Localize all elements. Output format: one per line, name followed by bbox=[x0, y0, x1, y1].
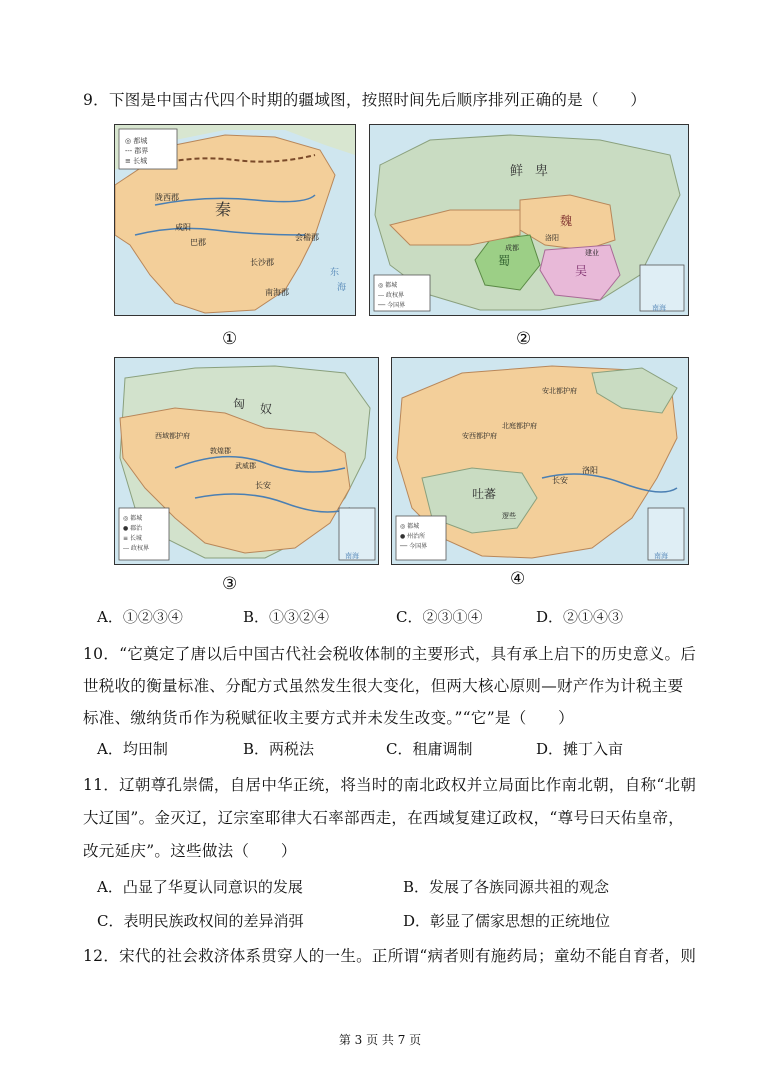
q9-option-b[interactable]: B．①③②④ bbox=[243, 608, 330, 626]
map-2-number: ② bbox=[516, 329, 532, 349]
svg-text:≡ 长城: ≡ 长城 bbox=[125, 157, 148, 165]
svg-text:巴郡: 巴郡 bbox=[190, 238, 206, 247]
q10-line-2: 世税收的衡量标准、分配方式虽然发生很大变化，但两大核心原则—财产作为计税主要 bbox=[83, 677, 684, 695]
q11-line-2: 大辽国”。金灭辽，辽宗室耶律大石率部西走，在西域复建辽政权，“尊号曰天佑皇帝， bbox=[83, 809, 685, 827]
q9-stem: 9．下图是中国古代四个时期的疆域图，按照时间先后顺序排列正确的是（ ） bbox=[83, 91, 647, 109]
svg-text:洛阳: 洛阳 bbox=[582, 466, 598, 475]
svg-text:◎ 都城: ◎ 都城 bbox=[125, 137, 148, 145]
svg-text:南海: 南海 bbox=[652, 304, 666, 312]
svg-text:南海: 南海 bbox=[345, 552, 359, 560]
q10-option-c[interactable]: C．租庸调制 bbox=[386, 740, 473, 758]
q11-option-a[interactable]: A．凸显了华夏认同意识的发展 bbox=[97, 878, 303, 896]
svg-text:长安: 长安 bbox=[255, 481, 271, 490]
svg-text:逻些: 逻些 bbox=[502, 512, 516, 520]
map-1-svg bbox=[115, 125, 355, 315]
map-1-number: ① bbox=[222, 329, 238, 349]
svg-text:匈: 匈 bbox=[233, 397, 246, 411]
q9-option-d[interactable]: D．②①④③ bbox=[536, 608, 624, 626]
map1-label-qin: 秦 bbox=[215, 200, 232, 219]
svg-text:鲜: 鲜 bbox=[510, 164, 524, 179]
map-2-three-kingdoms bbox=[369, 124, 689, 316]
svg-text:◎ 都城: ◎ 都城 bbox=[378, 282, 398, 289]
svg-text:◎ 都城: ◎ 都城 bbox=[400, 523, 420, 530]
svg-text:卑: 卑 bbox=[535, 164, 549, 179]
svg-text:● 郡治: ● 郡治 bbox=[123, 525, 143, 532]
svg-text:海: 海 bbox=[337, 283, 347, 293]
q10-option-d[interactable]: D．摊丁入亩 bbox=[536, 740, 624, 758]
q9-option-c[interactable]: C．②③①④ bbox=[396, 608, 483, 626]
q10-line-3: 标准、缴纳货币作为税赋征收主要方式并未发生改变。”“它”是（ ） bbox=[83, 709, 574, 727]
q11-option-c[interactable]: C．表明民族政权间的差异消弭 bbox=[97, 912, 304, 930]
svg-text:西域都护府: 西域都护府 bbox=[155, 432, 190, 440]
svg-text:魏: 魏 bbox=[560, 214, 573, 228]
svg-text:陇西郡: 陇西郡 bbox=[155, 193, 179, 202]
svg-text:≡ 长城: ≡ 长城 bbox=[123, 535, 142, 542]
svg-text:东: 东 bbox=[330, 268, 340, 278]
svg-text:吴: 吴 bbox=[575, 264, 588, 278]
svg-text:安北都护府: 安北都护府 bbox=[542, 387, 577, 395]
svg-text:北庭都护府: 北庭都护府 bbox=[502, 422, 537, 430]
map-3-han bbox=[114, 357, 379, 565]
svg-text:── 今国界: ── 今国界 bbox=[378, 302, 406, 309]
svg-text:奴: 奴 bbox=[260, 402, 273, 416]
svg-text:成都: 成都 bbox=[505, 244, 519, 252]
svg-text:蜀: 蜀 bbox=[498, 254, 511, 268]
q10-line-1: 10．“它奠定了唐以后中国古代社会税收体制的主要形式，具有承上启下的历史意义。后 bbox=[83, 645, 697, 663]
map-4-tang bbox=[391, 357, 689, 565]
svg-text:会稽郡: 会稽郡 bbox=[295, 233, 319, 242]
svg-text:--- 政权界: --- 政权界 bbox=[378, 292, 404, 299]
svg-text:武威郡: 武威郡 bbox=[235, 462, 256, 470]
map-3-svg bbox=[115, 358, 378, 564]
map-3-number: ③ bbox=[222, 574, 238, 594]
svg-text:洛阳: 洛阳 bbox=[545, 234, 559, 242]
q9-option-a[interactable]: A．①②③④ bbox=[97, 608, 183, 626]
q11-option-d[interactable]: D．彰显了儒家思想的正统地位 bbox=[403, 912, 611, 930]
q11-line-1: 11．辽朝尊孔崇儒，自居中华正统，将当时的南北政权并立局面比作南北朝，自称“北朝 bbox=[83, 776, 697, 794]
svg-text:--- 政权界: --- 政权界 bbox=[123, 545, 149, 552]
q11-line-3: 改元延庆”。这些做法（ ） bbox=[83, 842, 297, 860]
svg-text:南海郡: 南海郡 bbox=[265, 288, 289, 297]
svg-text:建业: 建业 bbox=[585, 249, 599, 257]
q10-option-a[interactable]: A．均田制 bbox=[97, 740, 168, 758]
q11-option-b[interactable]: B．发展了各族同源共祖的观念 bbox=[403, 878, 610, 896]
svg-text:◎ 都城: ◎ 都城 bbox=[123, 515, 143, 522]
svg-text:咸阳: 咸阳 bbox=[175, 223, 191, 232]
svg-text:● 州治所: ● 州治所 bbox=[400, 533, 426, 540]
svg-text:敦煌郡: 敦煌郡 bbox=[210, 447, 231, 455]
svg-text:吐蕃: 吐蕃 bbox=[472, 487, 497, 501]
map-2-svg bbox=[370, 125, 688, 315]
svg-text:--- 郡界: --- 郡界 bbox=[125, 147, 149, 155]
svg-text:长安: 长安 bbox=[552, 476, 568, 485]
page-footer: 第 3 页 共 7 页 bbox=[338, 1033, 422, 1047]
q12-line-1: 12．宋代的社会救济体系贯穿人的一生。正所谓“病者则有施药局；童幼不能自育者，则 bbox=[83, 947, 697, 965]
svg-text:长沙郡: 长沙郡 bbox=[250, 258, 274, 267]
svg-text:南海: 南海 bbox=[654, 552, 668, 560]
svg-text:── 今国界: ── 今国界 bbox=[400, 543, 428, 550]
map-4-number: ④ bbox=[510, 569, 526, 589]
map-1-qin bbox=[114, 124, 356, 316]
q10-option-b[interactable]: B．两税法 bbox=[243, 740, 315, 758]
map-4-svg bbox=[392, 358, 688, 564]
svg-text:安西都护府: 安西都护府 bbox=[462, 432, 497, 440]
